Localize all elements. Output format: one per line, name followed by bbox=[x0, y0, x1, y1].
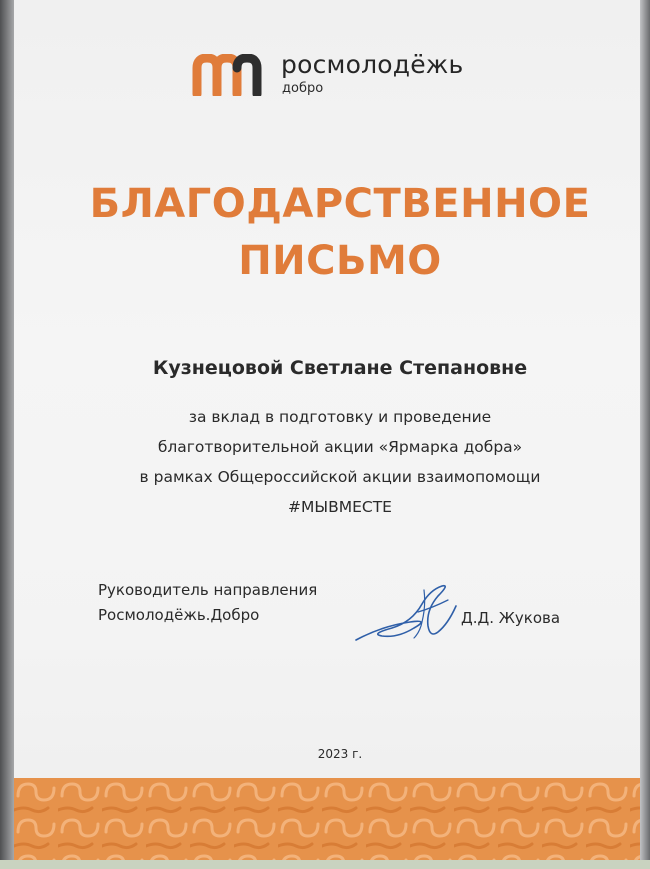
handwritten-signature bbox=[352, 582, 462, 644]
left-shadow bbox=[0, 0, 14, 869]
body-text bbox=[40, 402, 640, 522]
body-line-1: за вклад в подготовку и проведение bbox=[188, 408, 492, 426]
logo-subtitle: добро bbox=[282, 81, 324, 96]
document-year: 2023 г. bbox=[317, 747, 363, 761]
signer-name: Д.Д. Жукова bbox=[461, 609, 561, 627]
pattern-icon bbox=[14, 778, 640, 862]
recipient-name: Кузнецовой Светлане Степановне bbox=[152, 357, 528, 379]
rosmolodezh-logo bbox=[191, 50, 491, 102]
title-line-1: БЛАГОДАРСТВЕННОЕ bbox=[89, 181, 591, 227]
title-line-2: ПИСЬМО bbox=[238, 238, 442, 284]
logo-name: росмолодёжь bbox=[281, 50, 464, 79]
document-title bbox=[40, 176, 640, 290]
body-line-2: благотворительной акции «Ярмарка добра» bbox=[157, 438, 523, 456]
decorative-pattern-band bbox=[14, 778, 640, 862]
signer-position-line-2: Росмолодёжь.Добро bbox=[98, 606, 260, 624]
signer-position-line-1: Руководитель направления bbox=[98, 581, 318, 599]
body-line-4: #МЫВМЕСТЕ bbox=[288, 498, 392, 516]
bottom-edge bbox=[0, 860, 650, 869]
body-line-3: в рамках Общероссийской акции взаимопомощи bbox=[139, 468, 541, 486]
signer-position bbox=[98, 578, 317, 628]
logo-mark-icon bbox=[191, 54, 273, 96]
